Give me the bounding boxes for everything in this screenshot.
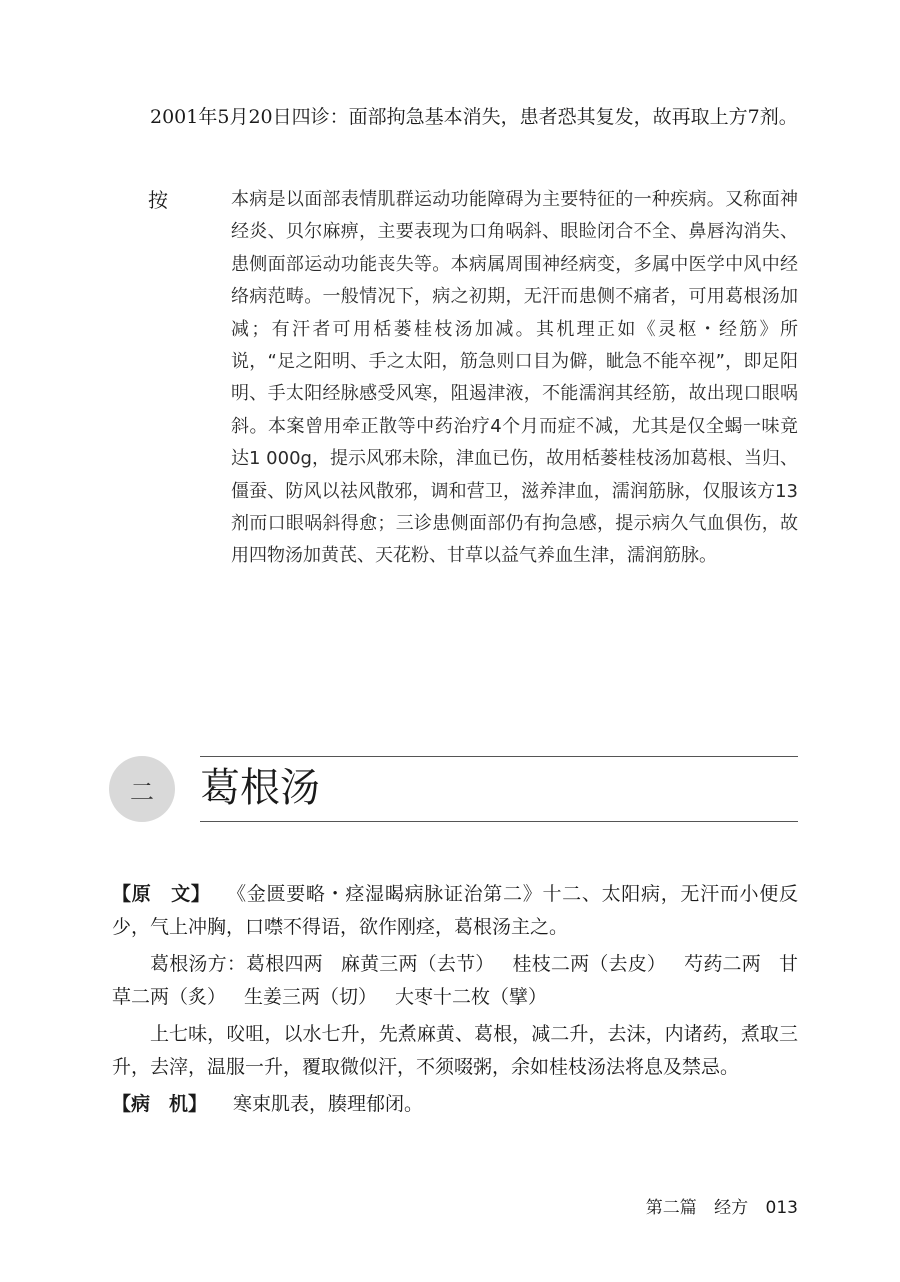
section-top-rule bbox=[200, 756, 798, 757]
formula-item: 甘草二两（炙） bbox=[112, 953, 798, 1008]
commentary-label: 按 bbox=[148, 188, 168, 212]
pathogenesis-label: 【病 机】 bbox=[112, 1093, 208, 1115]
intro-paragraph: 2001年5月20日四诊：面部拘急基本消失，患者恐其复发，故再取上方7剂。 bbox=[150, 106, 798, 128]
pathogenesis-text: 寒束肌表，腠理郁闭。 bbox=[233, 1093, 424, 1115]
original-text: 《金匮要略・痉湿暍病脉证治第二》十二、太阳病，无汗而小便反少，气上冲胸，口噤不得语，欲作刚痉，葛根汤主之。 bbox=[112, 883, 798, 938]
page-number: 013 bbox=[765, 1198, 798, 1218]
formula-paragraph bbox=[112, 948, 798, 1014]
section-bottom-rule bbox=[200, 821, 798, 822]
formula-item: 桂枝二两（去皮） bbox=[512, 953, 667, 975]
formula-item: 芍药二两 bbox=[684, 953, 761, 975]
page-footer bbox=[646, 1193, 798, 1218]
formula-item: 大枣十二枚（擘） bbox=[395, 986, 548, 1008]
footer-part: 第二篇 bbox=[645, 1198, 697, 1218]
section-title: 葛根汤 bbox=[200, 765, 320, 811]
formula-item: 葛根四两 bbox=[246, 953, 323, 975]
formula-prefix: 葛根汤方： bbox=[150, 953, 247, 975]
section-body bbox=[112, 878, 798, 1121]
method-paragraph: 上七味，㕮咀，以水七升，先煮麻黄、葛根，减二升，去沫，内诸药，煮取三升，去滓，温服一升，覆取微似汗，不须啜粥，余如桂枝汤法将息及禁忌。 bbox=[112, 1023, 798, 1078]
original-label: 【原 文】 bbox=[112, 883, 211, 905]
commentary-text: 本病是以面部表情肌群运动功能障碍为主要特征的一种疾病。又称面神经炎、贝尔麻痹，主要表现为口角㖞斜、眼睑闭合不全、鼻唇沟消失、患侧面部运动功能丧失等。本病属周围神经病变，多属中医学中风中经络病范畴。一般情况下，病之初期，无汗而患侧不痛者，可用葛根汤加减；有汗者可用栝蒌桂枝汤加减。其机理正如《灵枢・经筋》所说，“足之阳明、手之太阳，筋急则口目为僻，眦急不能卒视”，即足阳明、手太阳经脉感受风寒，阻遏津液，不能濡润其经筋，故出现口眼㖞斜。本案曾用牵正散等中药治疗4个月而症不减，尤其是仅全蝎一味竟达1 000g，提示风邪未除，津血已伤，故用栝蒌桂枝汤加葛根、当归、僵蚕、防风以祛风散邪，调和营卫，滋养津血，濡润筋脉，仅服该方13剂而口眼㖞斜得愈；三诊患侧面部仍有拘急感，提示病久气血俱伤，故用四物汤加黄芪、天花粉、甘草以益气养血生津，濡润筋脉。 bbox=[231, 189, 798, 567]
original-text-paragraph bbox=[112, 878, 798, 944]
formula-item: 生姜三两（切） bbox=[244, 986, 378, 1008]
formula-item: 麻黄三两（去节） bbox=[340, 953, 495, 975]
footer-chapter: 经方 bbox=[714, 1198, 749, 1218]
pathogenesis-paragraph bbox=[112, 1088, 798, 1121]
section-number-badge: 二 bbox=[109, 756, 175, 822]
